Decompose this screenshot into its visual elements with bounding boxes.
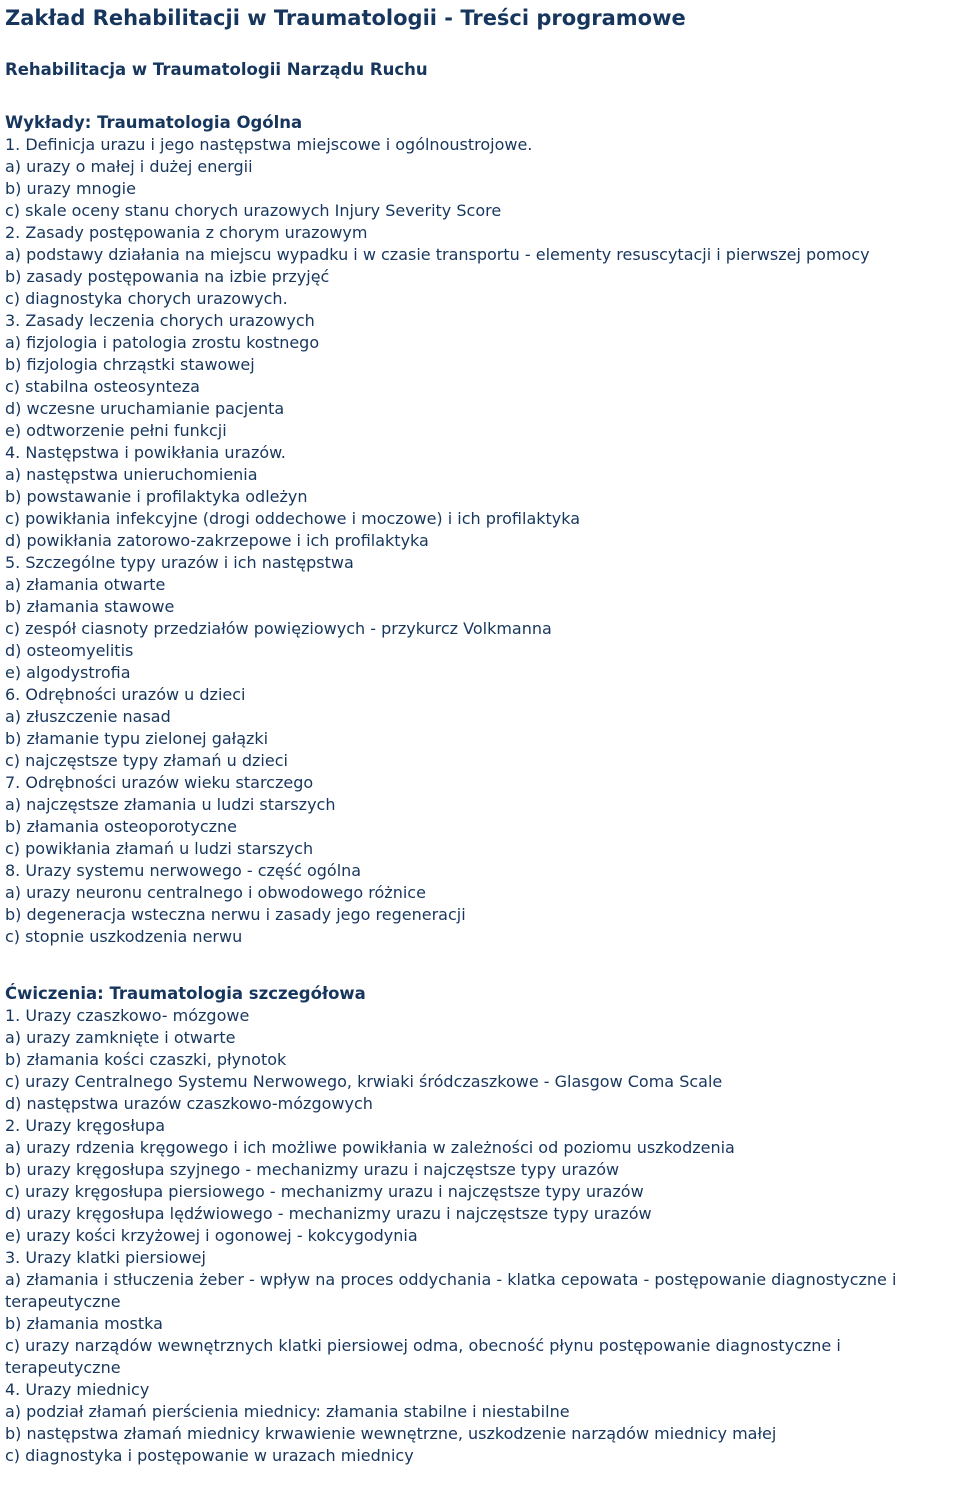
list-item: c) stopnie uszkodzenia nerwu — [5, 927, 243, 946]
list-item: b) złamania stawowe — [5, 597, 175, 616]
list-item: a) podstawy działania na miejscu wypadku i w czasie transportu - elementy resuscytacji i pierwszej pomocy — [5, 245, 870, 264]
list-item: a) urazy zamknięte i otwarte — [5, 1028, 236, 1047]
list-item: a) urazy o małej i dużej energii — [5, 157, 253, 176]
list-item: b) złamania mostka — [5, 1314, 163, 1333]
list-item: b) degeneracja wsteczna nerwu i zasady jego regeneracji — [5, 905, 466, 924]
list-item: b) zasady postępowania na izbie przyjęć — [5, 267, 330, 286]
list-item: a) następstwa unieruchomienia — [5, 465, 258, 484]
list-item: 2. Zasady postępowania z chorym urazowym — [5, 223, 368, 242]
list-item: b) fizjologia chrząstki stawowej — [5, 355, 255, 374]
list-item: c) stabilna osteosynteza — [5, 377, 200, 396]
list-item: c) powikłania infekcyjne (drogi oddechowe i moczowe) i ich profilaktyka — [5, 509, 581, 528]
list-item: b) powstawanie i profilaktyka odleżyn — [5, 487, 308, 506]
list-item: 7. Odrębności urazów wieku starczego — [5, 773, 314, 792]
list-item: 8. Urazy systemu nerwowego - część ogólna — [5, 861, 362, 880]
list-item: d) urazy kręgosłupa lędźwiowego - mechanizmy urazu i najczęstsze typy urazów — [5, 1204, 652, 1223]
list-item: a) najczęstsze złamania u ludzi starszych — [5, 795, 336, 814]
lectures-list — [5, 134, 957, 948]
list-item: b) złamania osteoporotyczne — [5, 817, 238, 836]
list-item: c) urazy narządów wewnętrznych klatki piersiowej odma, obecność płynu postępowanie diagnostyczne i terapeutyczne — [5, 1336, 841, 1377]
list-item: 5. Szczególne typy urazów i ich następstwa — [5, 553, 354, 572]
list-item: b) następstwa złamań miednicy krwawienie wewnętrzne, uszkodzenie narządów miednicy małej — [5, 1424, 777, 1443]
list-item: 1. Urazy czaszkowo- mózgowe — [5, 1006, 250, 1025]
list-item: a) urazy neuronu centralnego i obwodowego różnice — [5, 883, 426, 902]
list-item: 4. Następstwa i powikłania urazów. — [5, 443, 286, 462]
list-item: e) algodystrofia — [5, 663, 131, 682]
list-item: c) diagnostyka chorych urazowych. — [5, 289, 288, 308]
exercises-list — [5, 1005, 957, 1467]
section-heading-exercises: Ćwiczenia: Traumatologia szczegółowa — [5, 984, 366, 1003]
list-item: c) urazy kręgosłupa piersiowego - mechanizmy urazu i najczęstsze typy urazów — [5, 1182, 644, 1201]
list-item: 4. Urazy miednicy — [5, 1380, 150, 1399]
list-item: c) najczęstsze typy złamań u dzieci — [5, 751, 288, 770]
list-item: a) złamania otwarte — [5, 575, 166, 594]
list-item: 1. Definicja urazu i jego następstwa miejscowe i ogólnoustrojowe. — [5, 135, 533, 154]
list-item: e) odtworzenie pełni funkcji — [5, 421, 227, 440]
page-subtitle: Rehabilitacja w Traumatologii Narządu Ruchu — [5, 60, 428, 79]
list-item: c) powikłania złamań u ludzi starszych — [5, 839, 314, 858]
list-item: d) osteomyelitis — [5, 641, 134, 660]
list-item: a) fizjologia i patologia zrostu kostnego — [5, 333, 320, 352]
list-item: b) urazy mnogie — [5, 179, 136, 198]
list-item: c) skale oceny stanu chorych urazowych Injury Severity Score — [5, 201, 502, 220]
list-item: b) urazy kręgosłupa szyjnego - mechanizmy urazu i najczęstsze typy urazów — [5, 1160, 620, 1179]
list-item: a) podział złamań pierścienia miednicy: złamania stabilne i niestabilne — [5, 1402, 570, 1421]
list-item: 2. Urazy kręgosłupa — [5, 1116, 166, 1135]
list-item: d) wczesne uruchamianie pacjenta — [5, 399, 285, 418]
list-item: 3. Urazy klatki piersiowej — [5, 1248, 206, 1267]
list-item: a) urazy rdzenia kręgowego i ich możliwe powikłania w zależności od poziomu uszkodzenia — [5, 1138, 735, 1157]
list-item: c) zespół ciasnoty przedziałów powięziowych - przykurcz Volkmanna — [5, 619, 552, 638]
list-item: e) urazy kości krzyżowej i ogonowej - kokcygodynia — [5, 1226, 418, 1245]
page-title: Zakład Rehabilitacji w Traumatologii - Treści programowe — [5, 6, 686, 30]
list-item: c) diagnostyka i postępowanie w urazach miednicy — [5, 1446, 414, 1465]
list-item: c) urazy Centralnego Systemu Nerwowego, krwiaki śródczaszkowe - Glasgow Coma Scale — [5, 1072, 723, 1091]
list-item: 3. Zasady leczenia chorych urazowych — [5, 311, 315, 330]
list-item: a) złuszczenie nasad — [5, 707, 171, 726]
list-item: a) złamania i stłuczenia żeber - wpływ na proces oddychania - klatka cepowata - postępowanie diagnostyczne i terapeutyczne — [5, 1270, 897, 1311]
list-item: b) złamanie typu zielonej gałązki — [5, 729, 269, 748]
list-item: d) następstwa urazów czaszkowo-mózgowych — [5, 1094, 373, 1113]
list-item: b) złamania kości czaszki, płynotok — [5, 1050, 287, 1069]
section-heading-lectures: Wykłady: Traumatologia Ogólna — [5, 113, 303, 132]
list-item: d) powikłania zatorowo-zakrzepowe i ich profilaktyka — [5, 531, 429, 550]
document-page — [5, 4, 957, 1467]
list-item: 6. Odrębności urazów u dzieci — [5, 685, 246, 704]
